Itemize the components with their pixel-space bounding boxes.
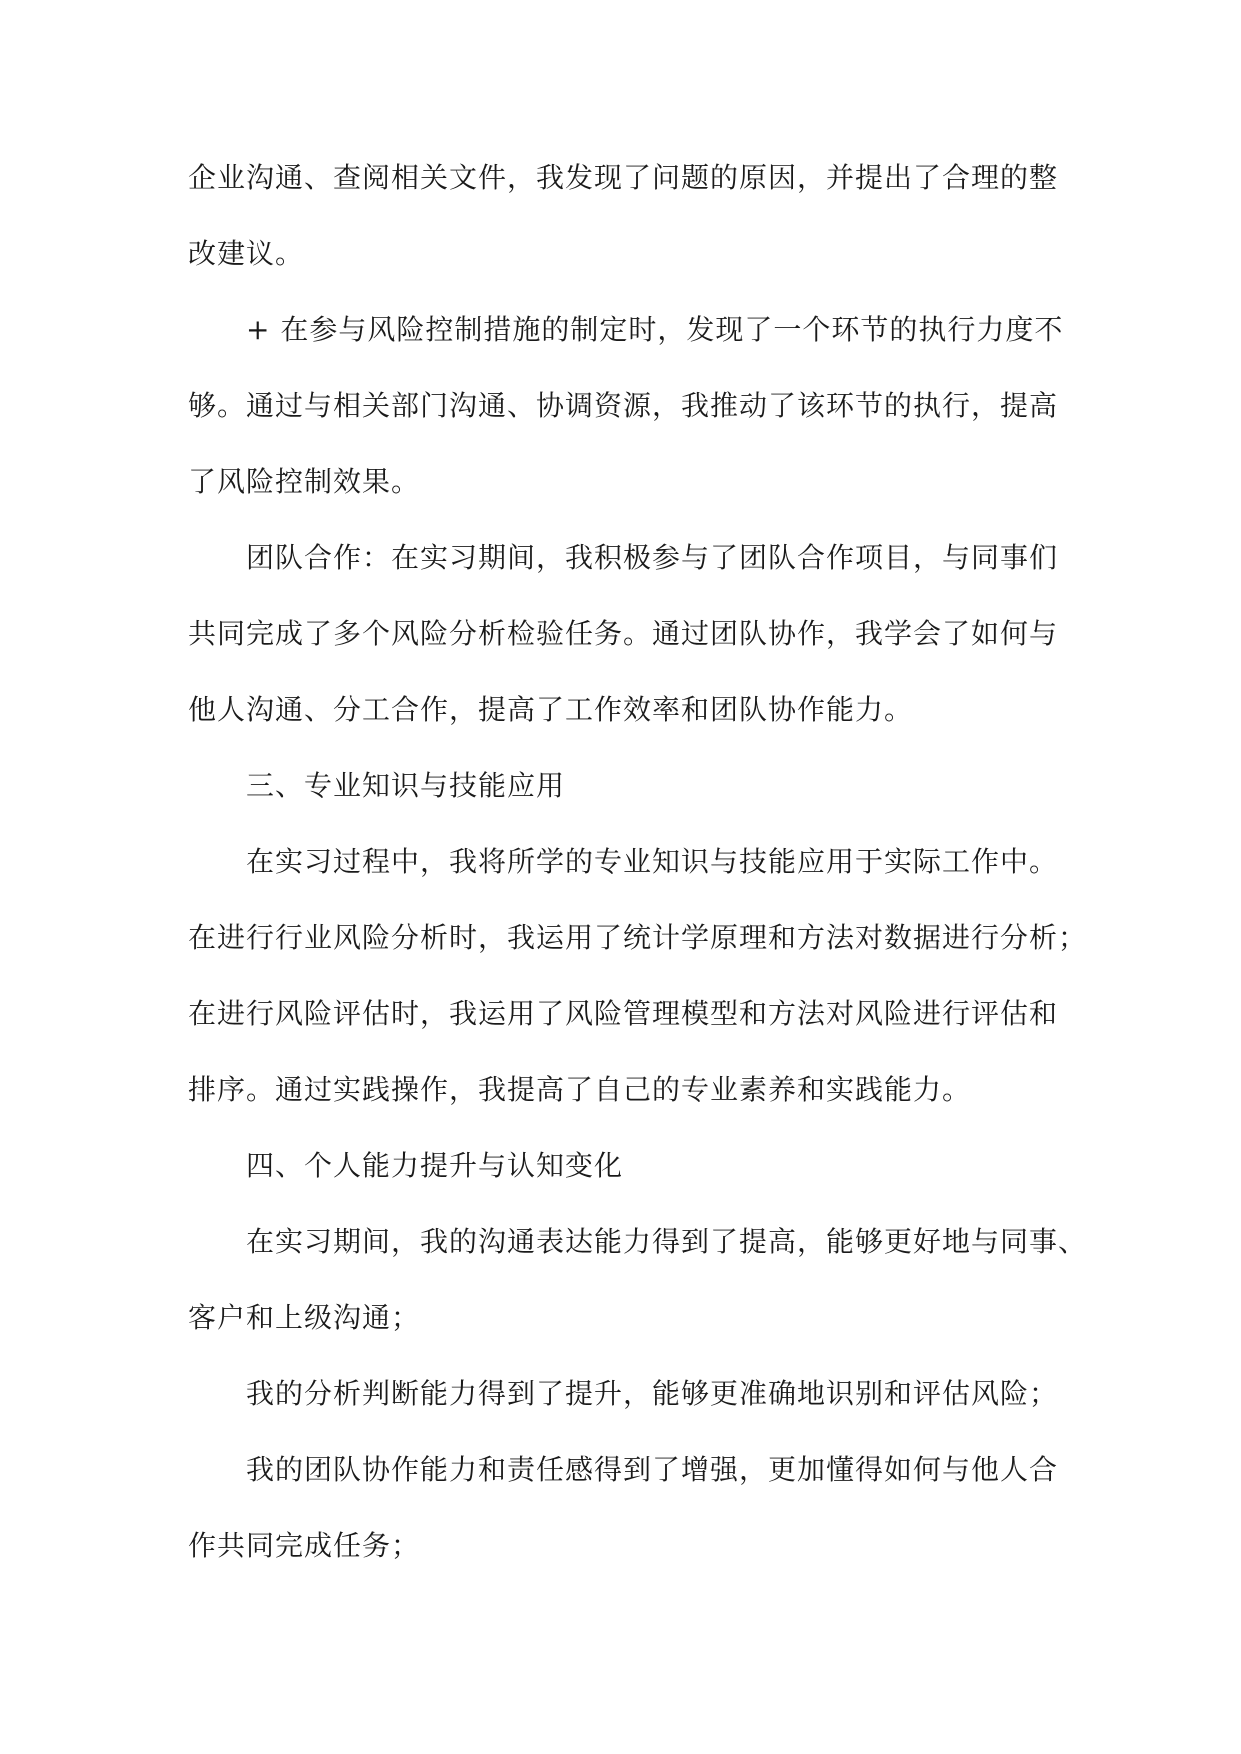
section-heading: 三、专业知识与技能应用 <box>246 769 566 802</box>
text-line: 了风险控制效果。 <box>188 465 421 498</box>
text-line: 团队合作：在实习期间，我积极参与了团队合作项目，与同事们 <box>246 541 1059 574</box>
text-line: + 在参与风险控制措施的制定时，发现了一个环节的执行力度不 <box>246 313 1064 346</box>
text-line: 我的分析判断能力得到了提升，能够更准确地识别和评估风险； <box>246 1377 1059 1410</box>
text-line: 我的团队协作能力和责任感得到了增强，更加懂得如何与他人合 <box>246 1453 1059 1486</box>
text-line: 够。通过与相关部门沟通、协调资源，我推动了该环节的执行，提高 <box>188 389 1059 422</box>
text-line: 在实习期间，我的沟通表达能力得到了提高，能够更好地与同事、 <box>246 1225 1088 1258</box>
text-line: 企业沟通、查阅相关文件，我发现了问题的原因，并提出了合理的整 <box>188 161 1059 194</box>
text-line: 改建议。 <box>188 237 305 270</box>
text-line: 排序。通过实践操作，我提高了自己的专业素养和实践能力。 <box>188 1073 972 1106</box>
text-line: 客户和上级沟通； <box>188 1301 421 1334</box>
text-line: 在进行风险评估时，我运用了风险管理模型和方法对风险进行评估和 <box>188 997 1059 1030</box>
text-line: 他人沟通、分工合作，提高了工作效率和团队协作能力。 <box>188 693 914 726</box>
text-line: 在进行行业风险分析时，我运用了统计学原理和方法对数据进行分析； <box>188 921 1088 954</box>
text-line: 共同完成了多个风险分析检验任务。通过团队协作，我学会了如何与 <box>188 617 1059 650</box>
section-heading: 四、个人能力提升与认知变化 <box>246 1149 624 1182</box>
text-line: 作共同完成任务； <box>188 1529 421 1562</box>
document-body <box>188 140 1088 1584</box>
text-line: 在实习过程中，我将所学的专业知识与技能应用于实际工作中。 <box>246 845 1059 878</box>
